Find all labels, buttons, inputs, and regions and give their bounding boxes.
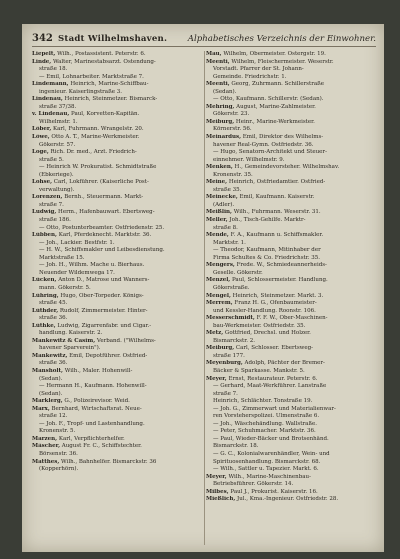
directory-line [206,255,374,263]
entry-surname: Löwe, [32,134,50,141]
entry-text: Körnerstr. 56. [213,126,252,133]
entry-text: Vorstadt. Pfarrer der St. Johann- [213,66,304,73]
entry-text: Otto A. T., Marine-Werkmeister. [49,134,140,141]
directory-line [32,59,200,67]
directory-line [206,225,374,233]
entry-text: straße 35. [213,186,242,193]
entry-text: Anton D., Matrose und Wanners- [56,277,150,284]
entry-text: Börsenstr. 36. [39,450,78,457]
entry-surname: Mießlich, [206,496,236,503]
directory-line [206,330,374,338]
document-page [22,24,384,552]
directory-line [206,338,374,346]
directory-line [32,345,200,353]
directory-line [32,209,200,217]
entry-text: Wilh., Bahnhelfer. Bismarckstr. 36 [59,458,157,465]
entry-text: havener Sparverein"). [39,345,101,352]
entry-text: Kronenstr. 5. [39,428,76,435]
entry-surname: Meenti, [206,58,230,65]
directory-line [206,428,374,436]
directory-line [32,187,200,195]
entry-surname: Lohse, [32,179,53,186]
directory-line [32,89,200,97]
entry-text: H., Gemeindevorsteher. Wilhelmshav. [232,164,340,171]
entry-text: Wilhelmstr. 1. [39,118,78,125]
entry-text: straße 5. [39,156,64,163]
page-number: 342 [32,33,53,44]
directory-line [206,157,374,165]
entry-text: August Fr. C., Schiffstechter. [60,443,142,450]
entry-text: Karl, Pferdeknecht. Marktstr. 36. [56,232,152,239]
directory-line [32,66,200,74]
directory-line [32,51,200,59]
entry-text: — Heinrich W. Prokuratist. Schmidtstraße [39,164,157,171]
entry-text: — Joh. H., Wilhm. Mache u. Bierhaus. [39,262,145,269]
directory-line [32,428,200,436]
directory-line [32,111,200,119]
entry-text: — Otto, Kaufmann. Schillerstr. (Sedan). [213,96,324,103]
entry-text: Heinrich, Schlächter. Tonstraße 19. [213,398,313,405]
directory-line [206,111,374,119]
directory-line [206,496,374,504]
entry-text: straße 7. [39,201,64,208]
directory-line [206,315,374,323]
entry-text: Verband. ("Wilhelms- [95,337,156,344]
entry-text: (Ebkeriege). [39,171,74,178]
entry-text: ingenieur. Kaiserlingstraße 3. [39,88,122,95]
entry-text: Gökerstr. 57. [39,141,76,148]
entry-text: Gemeinde. Friedrichstr. 1. [213,73,287,80]
entry-surname: Mehring, [206,103,235,110]
page-header [32,32,376,47]
directory-line [32,126,200,134]
directory-line [32,202,200,210]
entry-text: Heinrich, Steinmetzer. Markt. 3. [230,292,324,299]
directory-line [32,81,200,89]
entry-text: — G. C., Kolonialwarenhändler, Wein- und [213,450,330,457]
entry-text: Marktstraße 15. [39,254,85,261]
entry-text: F. A., Kaufmann u. Schiffsmakler. [228,232,324,239]
entry-surname: Meine, [206,179,228,186]
directory-line [206,323,374,331]
directory-line [206,474,374,482]
entry-surname: Merrem, [206,300,233,307]
entry-text: Bismarckstr. 2. [213,337,255,344]
directory-line [32,104,200,112]
entry-text: Geselle. Gökerstr. [213,269,263,276]
directory-line [32,421,200,429]
running-title: Stadt Wilhelmshaven. [58,34,168,44]
entry-text: Kronenstr. 35. [213,171,253,178]
directory-line [32,459,200,467]
entry-text: Heinrich, Steinmetzer. Bismarck- [62,96,158,103]
directory-line [32,368,200,376]
entry-surname: Meyer, [206,473,227,480]
entry-surname: Lücken, [32,277,57,284]
directory-line [206,406,374,414]
directory-line [206,308,374,316]
directory-line [206,262,374,270]
directory-line [206,119,374,127]
entry-text: (Sedan). [39,390,63,397]
entry-text: havener Real-Gymn. Ostfriedstr. 36. [213,141,314,148]
entry-text: Paul, Korvetten-Kapitän. [69,111,140,118]
entry-text: Wilh., Maler. Hohenwill- [62,367,133,374]
directory-line [206,172,374,180]
entry-text: Gökerstraße. [213,284,250,291]
entry-text: (Sedan). [213,88,237,95]
entry-surname: Marklerg, [32,398,63,405]
entry-surname: Loge, [32,149,49,156]
directory-line [32,398,200,406]
directory-line [206,66,374,74]
directory-line [206,247,374,255]
directory-line [32,217,200,225]
entry-text: G., Polizeirevisor. Weid. [62,398,130,405]
entry-text: Wilh., Fuhrmann. Weserstr. 31. [231,209,321,216]
entry-text: mann. Gökerstr. 5. [39,284,91,291]
left-column [32,51,200,474]
entry-text: Georg, Zuhrmann. Schillerstraße [229,81,325,88]
directory-line [206,217,374,225]
directory-line [32,391,200,399]
entry-surname: Lindemann, [32,81,69,88]
directory-line [32,451,200,459]
entry-text: Emil, Kaufmann. Kaiserstr. [237,194,315,201]
entry-surname: Messerschmidt, [206,315,255,322]
directory-line [206,51,374,59]
entry-text: Karl, Fuhrmann. Wrangelstr. 20. [51,126,144,133]
directory-line [206,376,374,384]
directory-line [206,451,374,459]
entry-text: Jul., Kma.-Ingenieur. Ostfriedstr. 28. [235,496,339,503]
directory-line [32,240,200,248]
entry-text: Paul, Schlossermeister. Handlung. [230,277,328,284]
directory-line [206,187,374,195]
directory-line [32,255,200,263]
entry-text: Heinrich, Marine-Schiffbau- [68,81,149,88]
entry-text: Wilh., Marine-Maschinenbau- [226,473,311,480]
entry-text: Emil, Direktor des Wilhelms- [241,134,324,141]
entry-surname: Menken, [206,164,233,171]
directory-line [206,126,374,134]
directory-line [206,398,374,406]
directory-line [32,225,200,233]
entry-surname: Mengers, [206,262,235,269]
entry-surname: Metz, [206,330,224,337]
directory-line [206,240,374,248]
directory-line [206,360,374,368]
entry-text: Marktstr. 1. [213,239,246,246]
entry-text: F. F. W., Ober-Maschinen- [254,315,328,322]
column-divider [204,51,205,545]
entry-text: verwaltung). [39,186,75,193]
entry-text: — Gerhard, Maat-Werkführer. Lanstraße [213,383,327,390]
entry-text: Frede. W., Schmiedeannerheids- [234,262,327,269]
entry-surname: Matthes, [32,458,60,465]
entry-surname: Meller, [206,217,228,224]
directory-line [32,353,200,361]
directory-line [32,134,200,142]
entry-surname: Marx, [32,405,50,412]
entry-surname: Liepelt, [32,51,56,57]
entry-text: — Hermann H., Kaufmann. Hohenwill- [39,383,147,390]
entry-text: Carl, Schlosser. Ebertsweg- [234,345,313,352]
entry-text: Herm., Hafenbauwart. Ebertsweg- [56,209,155,216]
directory-line [206,89,374,97]
directory-line [32,194,200,202]
directory-line [32,164,200,172]
directory-line [206,481,374,489]
entry-surname: Menzel, [206,277,231,284]
entry-surname: Lüthke, [32,322,56,329]
entry-surname: Meenti, [206,81,230,88]
entry-surname: Löber, [32,126,52,133]
entry-text: — Hugo, Senatorn-Architekt und Steuer- [213,149,327,156]
directory-line [206,459,374,467]
entry-text: und Kessler-Handlung. Roonstr. 106. [213,307,316,314]
entry-text: Betriebsführer. Gökerstr. 14. [213,481,294,488]
entry-text: — Wilh., Sattler u. Tapezier. Markt. 6. [213,466,319,473]
directory-line [32,74,200,82]
entry-text: Bäcker & Sparkasse. Mankstr. 5. [213,367,305,374]
entry-text: Spirituosenhandlung. Bismarckstr. 68. [213,458,321,465]
entry-text: — Joh. F., Tropf- und Lastenhandlung. [39,420,145,427]
entry-text: Firma Schultes & Co. Friedrichstr. 35. [213,254,321,261]
entry-text: straße 177. [213,352,245,359]
entry-surname: Mankewitz, [32,352,68,359]
entry-text: Adolph, Pächter der Bremer- [242,360,325,367]
directory-line [206,194,374,202]
directory-line [206,300,374,308]
entry-text: straße 37/38. [39,103,77,110]
directory-line [206,179,374,187]
directory-line [32,413,200,421]
entry-text: Rudolf, Zimmermeister. Hinter- [58,307,148,314]
directory-line [32,119,200,127]
entry-surname: Mansholt, [32,367,63,374]
entry-surname: Milbes, [206,488,229,495]
right-column [206,51,374,504]
directory-line [206,142,374,150]
entry-text: Bernh., Steuermann. Markt- [62,194,144,201]
entry-text: Bismarckstr. 18. [213,443,259,450]
entry-text: Neuender Wildemwega 17. [39,269,115,276]
entry-text: — Theodor, Kaufmann, Mitinhaber der [213,247,321,254]
directory-line [206,421,374,429]
entry-surname: Linde, [32,58,52,65]
entry-text: Rich. Dr. med., Arzt. Friedrich- [48,149,137,156]
entry-text: Joh., Tisch-Gehilfe. Marktr- [227,217,306,224]
directory-line [32,232,200,240]
entry-surname: Meinecke, [206,194,238,201]
entry-text: — H. W., Schiffsmakler und Leibesdienstung. [39,247,165,254]
directory-line [32,300,200,308]
directory-line [206,81,374,89]
entry-text: — Emil, Lohnarbeiter. Marktstraße 7. [39,73,144,80]
entry-surname: Meyenburg, [206,360,243,367]
directory-line [32,157,200,165]
entry-surname: Meißlin, [206,209,232,216]
entry-text: straße 18. [39,66,68,73]
directory-line [32,277,200,285]
entry-text: Walter, Marinestabsarzt. Ostendung- [51,58,156,65]
directory-line [32,338,200,346]
directory-line [206,293,374,301]
directory-line [32,315,200,323]
entry-text: August, Marine-Zahlmeister. [234,103,316,110]
directory-line [32,443,200,451]
directory-line [32,466,200,474]
directory-line [206,391,374,399]
entry-text: (Adler). [213,201,235,208]
entry-text: — Joh., Lackier. Bestfstr. 1. [39,239,115,246]
entry-text: Emil, Depotführer. Ostfried- [67,352,148,359]
directory-line [206,489,374,497]
entry-text: straße 8. [213,224,238,231]
entry-surname: Meiburg, [206,118,235,125]
directory-line [206,466,374,474]
directory-line [206,209,374,217]
entry-text: straße 36. [39,360,68,367]
directory-line [32,323,200,331]
entry-text: Hugo, Ober-Torpeder. Königs- [58,292,144,299]
directory-line [206,353,374,361]
directory-line [206,59,374,67]
entry-surname: Meinardus, [206,134,241,141]
entry-text: Ernst, Restaurateur. Peterstr. 6. [226,375,318,382]
directory-line [32,293,200,301]
directory-line [32,376,200,384]
directory-line [206,270,374,278]
entry-text: Paul J., Prokurist. Kaiserstr. 16. [228,488,318,495]
entry-text: bau-Werkmeister. Ostfriedstr. 35. [213,322,306,329]
directory-line [206,413,374,421]
entry-text: Heinr., Marine-Werkmeister. [234,118,315,125]
entry-text: straße 12. [39,413,68,420]
entry-surname: Meyer, [206,375,227,382]
entry-text: Wilhelm, Fleischermeister. Weserstr. [229,58,334,65]
entry-text: einnehmer. Wilhelmstr. 9. [213,156,285,163]
directory-line [32,179,200,187]
entry-surname: Mankewitz & Casim, [32,337,96,344]
entry-text: ren Vorsteherspolizei. Ulmenstraße 6. [213,413,320,420]
directory-line [32,360,200,368]
entry-text: handlung. Kaiserstr. 2. [39,330,103,337]
entry-text: Bernhard, Wirtschaftsrat. Neue- [49,405,142,412]
directory-line [206,104,374,112]
entry-surname: v. Lindenau, [32,111,70,118]
entry-text: — Otto, Postunterbeamter. Ostfriedenstr. 25. [39,224,165,231]
directory-line [32,142,200,150]
directory-line [32,270,200,278]
entry-text: Wilh., Postassistent. Peterstr. 6. [55,51,146,57]
entry-text: Karl, Verpflichterhelfer. [57,435,125,442]
entry-text: (Sedan). [39,375,63,382]
directory-line [206,96,374,104]
directory-line [206,202,374,210]
entry-text: straße 36. [39,315,68,322]
entry-text: straße 186. [39,217,71,224]
entry-surname: Meiburg, [206,345,235,352]
directory-line [206,277,374,285]
entry-text: — Paul, Wieder-Bäcker und Brotsenhänd. [213,435,329,442]
entry-surname: Ludwig, [32,209,57,216]
directory-line [206,232,374,240]
entry-surname: Lindenau, [32,96,63,103]
entry-surname: Lühring, [32,292,59,299]
directory-line [206,368,374,376]
directory-line [32,262,200,270]
entry-text: Gottfried, Drechsl. und Holzer. [223,330,311,337]
directory-line [32,247,200,255]
directory-line [206,345,374,353]
entry-text: Heinrich, Ostfriedamtier. Ostfried- [227,179,326,186]
entry-surname: Lübben, [32,232,57,239]
entry-surname: Mau, [206,51,222,57]
directory-line [206,285,374,293]
directory-line [32,96,200,104]
directory-line [206,443,374,451]
directory-line [32,285,200,293]
entry-surname: Mende, [206,232,229,239]
entry-text: straße 45. [39,300,68,307]
directory-line [32,172,200,180]
directory-line [206,74,374,82]
entry-text: — Joh. G., Zimmerwart und Materialienwar- [213,405,336,412]
directory-line [32,383,200,391]
entry-surname: Lüthder, [32,307,59,314]
directory-line [32,436,200,444]
directory-line [206,436,374,444]
directory-line [32,308,200,316]
entry-surname: Lorenzen, [32,194,63,201]
entry-text: straße 7. [213,390,238,397]
entry-text: Carl, Lokführer. (Kaiserliche Post- [52,179,149,186]
entry-text: Franz H. G., Ofenbaumeister- [232,300,317,307]
entry-surname: Mengel, [206,292,231,299]
entry-surname: Marzen, [32,435,58,442]
entry-text: — Joh., Wäschehändlung. Wallstraße. [213,420,318,427]
directory-line [32,406,200,414]
section-title: Alphabetisches Verzeichnis der Einwohner. [187,34,376,44]
entry-text: Ludwig, Zigarrenfabr. und Cigar.- [55,322,152,329]
directory-line [206,149,374,157]
directory-line [32,330,200,338]
entry-text: — Peter, Schuhmacher. Marktstr. 36. [213,428,316,435]
directory-line [206,164,374,172]
entry-text: Gökerstr. 23. [213,111,250,118]
directory-line [206,383,374,391]
entry-text: Wilhelm, Obermeister. Ostergstr. 19. [221,51,326,57]
directory-line [32,149,200,157]
entry-text: (Kopperhörn). [39,466,79,473]
entry-surname: Mäscher, [32,443,61,450]
directory-line [206,134,374,142]
